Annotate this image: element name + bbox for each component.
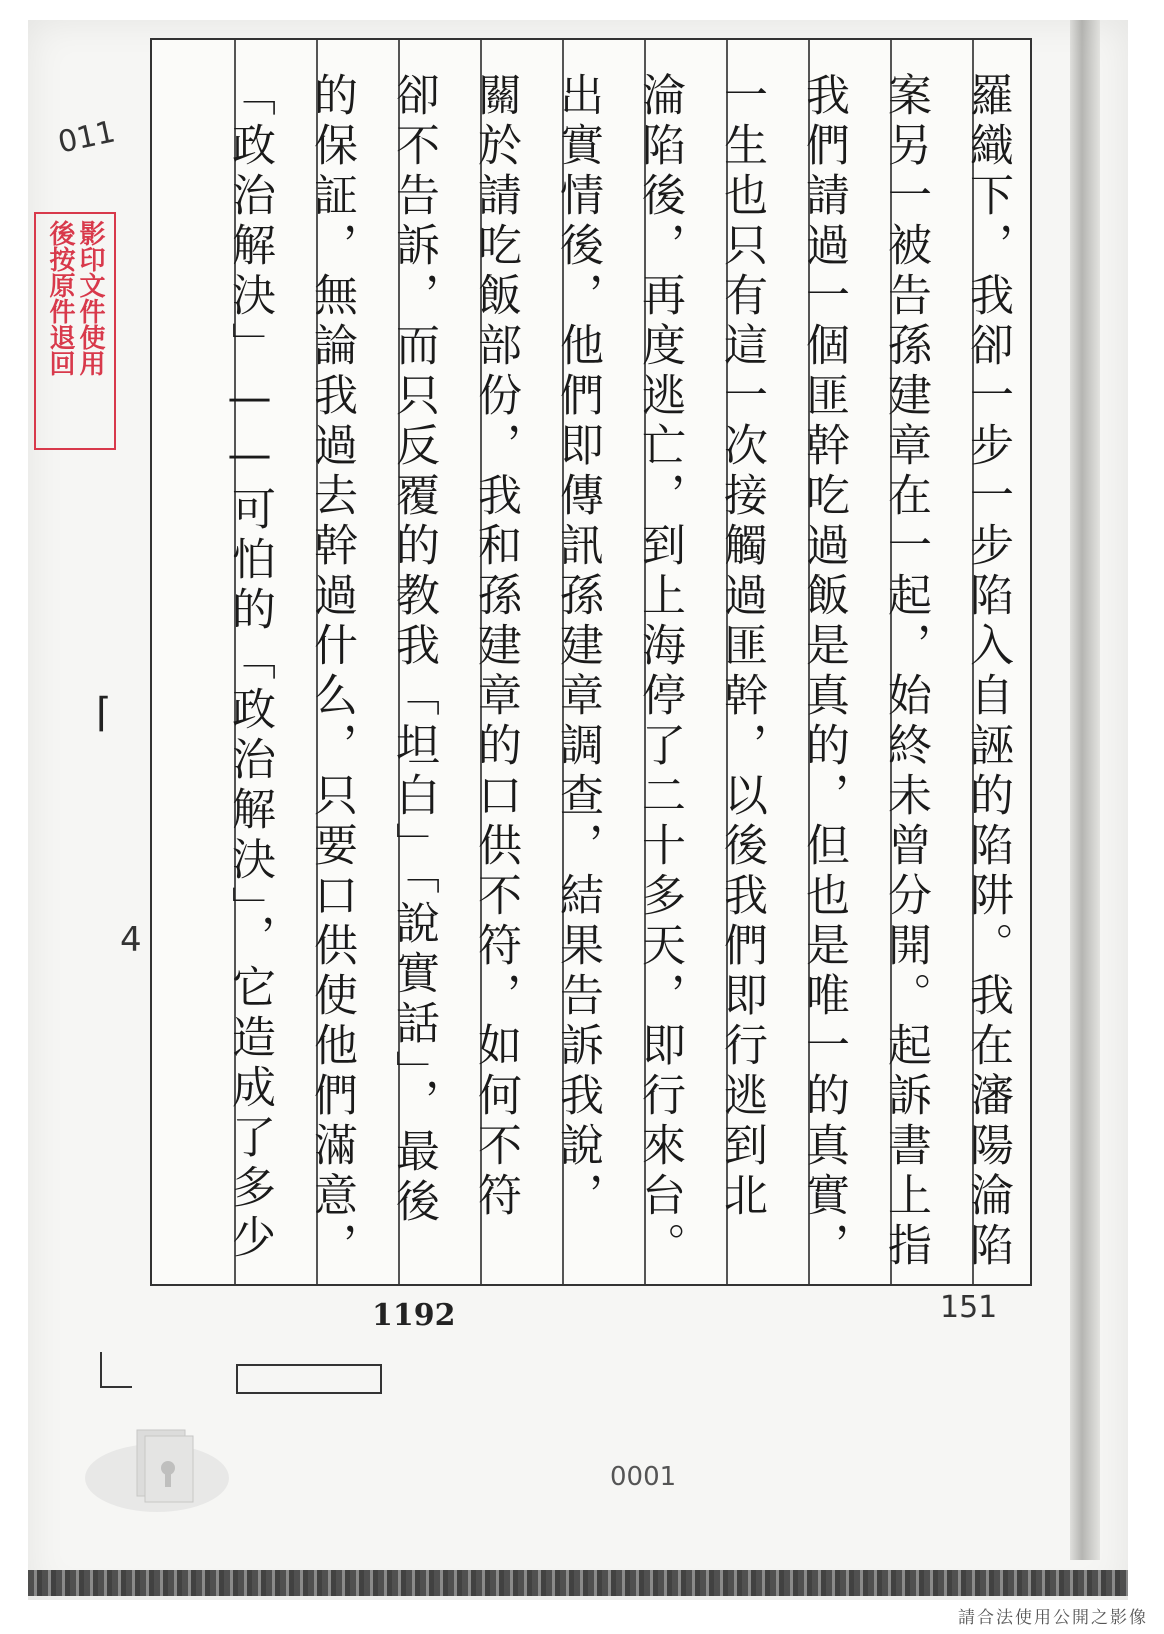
margin-bracket: ⌈ bbox=[96, 690, 112, 736]
manuscript-column-1: 羅織下，我卻一步一步陷入自誣的陷阱。我在瀋陽淪陷 bbox=[962, 72, 1013, 1272]
manuscript-column-5: 淪陷後，再度逃亡，到上海停了二十多天，即行來台。 bbox=[634, 72, 685, 1272]
manuscript-column-6: 出實情後，他們即傳訊孫建章調查，結果告訴我說， bbox=[552, 72, 603, 1222]
archive-watermark-icon bbox=[82, 1418, 232, 1518]
film-code: 0001 bbox=[610, 1462, 677, 1492]
side-mark: 4 bbox=[120, 920, 142, 960]
blank-label-box bbox=[236, 1364, 382, 1394]
manuscript-column-7: 關於請吃飯部份，我和孫建章的口供不符，如何不符 bbox=[470, 72, 521, 1222]
manuscript-column-2: 案另一被告孫建章在一起，始終未曾分開。起訴書上指 bbox=[880, 72, 931, 1272]
scan-edge-shadow bbox=[1070, 20, 1100, 1560]
stamp-line-2: 後按原件退回 bbox=[45, 220, 75, 376]
scan-bottom-border bbox=[28, 1570, 1128, 1596]
corner-mark bbox=[100, 1352, 132, 1388]
stamp-line-1: 影印文件使用 bbox=[75, 220, 105, 376]
manuscript-column-3: 我們請過一個匪幹吃過飯是真的，但也是唯一的真實， bbox=[798, 72, 849, 1272]
manuscript-column-10: 「政治解決」——可怕的「政治解決」，它造成了多少 bbox=[224, 72, 275, 1264]
manuscript-column-9: 的保証，無論我過去幹過什么，只要口供使他們滿意， bbox=[306, 72, 357, 1272]
margin-number: 011 bbox=[54, 114, 119, 161]
manuscript-column-8: 卻不告訴，而只反覆的教我「坦白」「說實話」，最後 bbox=[388, 72, 439, 1228]
red-stamp bbox=[34, 212, 116, 450]
manuscript-column-4: 一生也只有這一次接觸過匪幹，以後我們即行逃到北 bbox=[716, 72, 767, 1222]
sheet-number: 151 bbox=[940, 1290, 998, 1325]
footer-notice: 請合法使用公開之影像 bbox=[958, 1608, 1148, 1628]
page-number: 1192 bbox=[372, 1298, 456, 1333]
manuscript-frame bbox=[150, 38, 1032, 1286]
